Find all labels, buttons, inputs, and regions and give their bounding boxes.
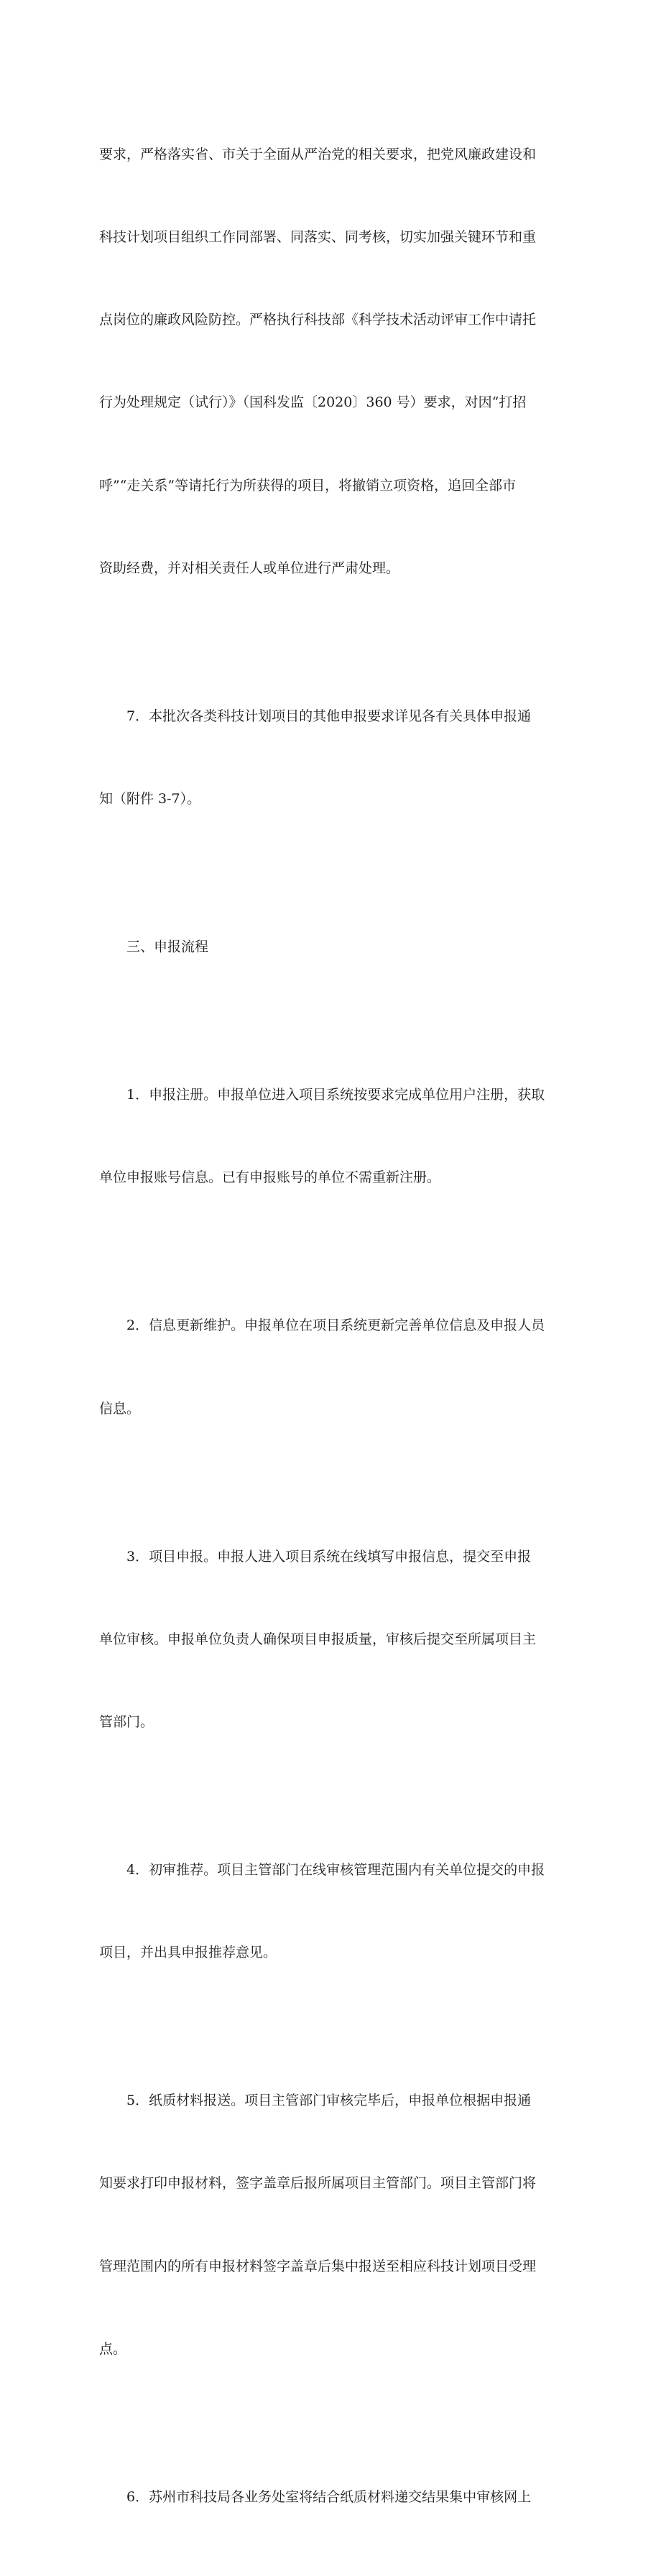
text-line: 点。 (99, 2340, 127, 2357)
section-heading-application-process (99, 878, 563, 1016)
text-line: 单位申报账号信息。已有申报账号的单位不需重新注册。 (99, 1169, 441, 1186)
text-line: 资助经费，并对相关责任人或单位进行严肃处理。 (99, 560, 400, 576)
paragraph-integrity-requirements (99, 85, 563, 637)
paragraph-step-6 (99, 2428, 563, 2566)
text-line: 1．申报注册。申报单位进入项目系统按要求完成单位用户注册，获取 (126, 1087, 545, 1103)
text-line: 项目，并出具申报推荐意见。 (99, 1945, 277, 1961)
paragraph-step-4 (99, 1801, 563, 2021)
text-line: 单位审核。申报单位负责人确保项目申报质量，审核后提交至所属项目主 (99, 1631, 537, 1647)
text-line: 要求，严格落实省、市关于全面从严治党的相关要求，把党风廉政建设和 (99, 146, 537, 162)
paragraph-step-3 (99, 1488, 563, 1791)
paragraph-step-2 (99, 1256, 563, 1477)
text-line: 呼”“走关系”等请托行为所获得的项目，将撤销立项资格，追回全部市 (99, 477, 517, 494)
paragraph-step-1 (99, 1026, 563, 1246)
document-body (99, 85, 563, 2576)
text-line: 行为处理规定（试行）》（国科发监〔2020〕360 号）要求，对因“打招 (99, 394, 527, 411)
text-line: 管部门。 (99, 1713, 154, 1730)
text-line: 6．苏州市科技局各业务处室将结合纸质材料递交结果集中审核网上 (126, 2488, 532, 2505)
text-line: 2．信息更新维护。申报单位在项目系统更新完善单位信息及申报人员 (126, 1317, 545, 1334)
text-line: 点岗位的廉政风险防控。严格执行科技部《科学技术活动评审工作中请托 (99, 312, 537, 328)
section-heading-text: 三、申报流程 (126, 939, 209, 955)
text-line: 4．初审推荐。项目主管部门在线审核管理范围内有关单位提交的申报 (126, 1861, 545, 1878)
paragraph-item-7 (99, 647, 563, 868)
text-line: 知要求打印申报材料，签字盖章后报所属项目主管部门。项目主管部门将 (99, 2175, 537, 2192)
text-line: 管理范围内的所有申报材料签字盖章后集中报送至相应科技计划项目受理 (99, 2258, 537, 2274)
text-line: 知（附件 3-7）。 (99, 791, 201, 807)
text-line: 科技计划项目组织工作同部署、同落实、同考核，切实加强关键环节和重 (99, 229, 537, 246)
text-line: 5．纸质材料报送。项目主管部门审核完毕后，申报单位根据申报通 (126, 2093, 532, 2109)
text-line: 3．项目申报。申报人进入项目系统在线填写申报信息，提交至申报 (126, 1548, 532, 1565)
text-line: 7．本批次各类科技计划项目的其他申报要求详见各有关具体申报通 (126, 708, 532, 724)
paragraph-step-5 (99, 2031, 563, 2418)
text-line: 信息。 (99, 1400, 141, 1417)
